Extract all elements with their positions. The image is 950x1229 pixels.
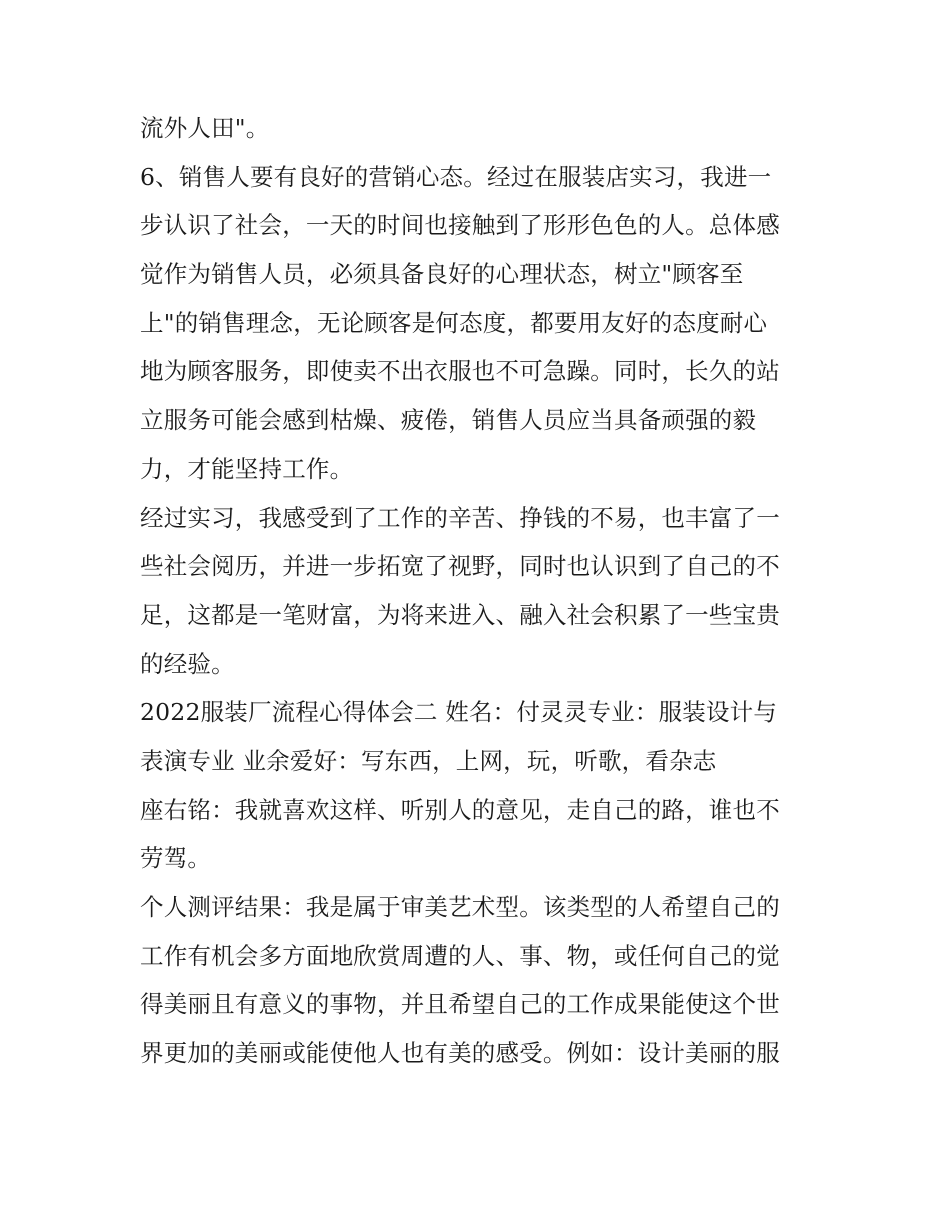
text-line: 得美丽且有意义的事物，并且希望自己的工作成果能使这个世 <box>140 990 780 1019</box>
text-line: 上"的销售理念，无论顾客是何态度，都要用友好的态度耐心 <box>140 308 768 337</box>
text-line: 足，这都是一笔财富，为将来进入、融入社会积累了一些宝贵 <box>140 600 780 629</box>
document-body <box>140 104 820 1078</box>
text-line: 个人测评结果：我是属于审美艺术型。该类型的人希望自己的 <box>140 893 780 921</box>
text-line: 6、销售人要有良好的营销心态。经过在服装店实习，我进一 <box>140 162 772 191</box>
text-line: 步认识了社会，一天的时间也接触到了形形色色的人。总体感 <box>140 211 780 240</box>
text-line: 地为顾客服务，即使卖不出衣服也不可急躁。同时，长久的站 <box>140 357 780 386</box>
text-line: 些社会阅历，并进一步拓宽了视野，同时也认识到了自己的不 <box>140 552 780 581</box>
text-line: 觉作为销售人员，必须具备良好的心理状态，树立"顾客至 <box>140 260 744 289</box>
text-line: 界更加的美丽或能使他人也有美的感受。例如：设计美丽的服 <box>140 1039 780 1068</box>
text-line: 立服务可能会感到枯燥、疲倦，销售人员应当具备顽强的毅 <box>140 406 757 435</box>
text-line: 座右铭：我就喜欢这样、听别人的意见，走自己的路，谁也不 <box>140 795 780 824</box>
text-line: 的经验。 <box>140 649 235 678</box>
text-line: 表演专业 业余爱好：写东西，上网，玩，听歌，看杂志 <box>140 746 717 775</box>
text-line: 力，才能坚持工作。 <box>140 454 354 483</box>
text-line: 流外人田"。 <box>140 114 270 142</box>
text-line: 工作有机会多方面地欣赏周遭的人、事、物，或任何自己的觉 <box>140 941 780 970</box>
text-line: 2022服装厂流程心得体会二 姓名：付灵灵专业：服装设计与 <box>140 698 778 727</box>
text-line: 劳驾。 <box>140 844 212 873</box>
text-line: 经过实习，我感受到了工作的辛苦、挣钱的不易，也丰富了一 <box>140 503 780 532</box>
